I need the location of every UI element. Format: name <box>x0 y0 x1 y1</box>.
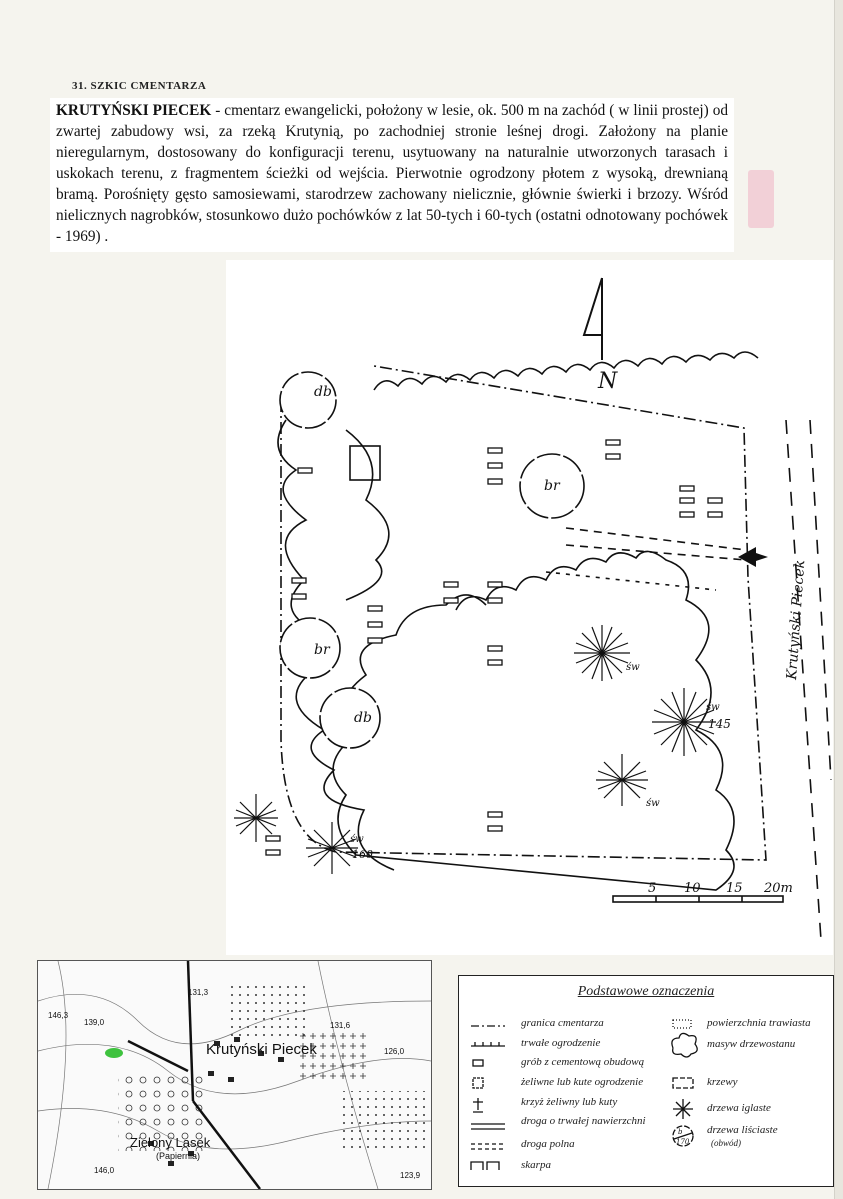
birch-label-1: br <box>544 478 560 494</box>
legend-item-stand: masyw drzewostanu <box>707 1038 796 1050</box>
north-label: N <box>598 369 618 394</box>
plan-drawing <box>226 260 833 955</box>
conifer-label-1: św <box>626 662 640 673</box>
conifer-1 <box>574 625 630 681</box>
legend-shrubs-symbol <box>673 1078 693 1088</box>
legend-symbols <box>459 976 835 1188</box>
legend-item-boundary: granica cmentarza <box>521 1017 604 1029</box>
legend-item-paved-road: droga o trwałej nawierzchni <box>521 1115 646 1127</box>
legend-tree-symbol-top: b <box>678 1128 683 1136</box>
map-drawing <box>38 961 431 1189</box>
conifer-label-3: św <box>646 798 660 809</box>
conifer-5 <box>306 822 358 874</box>
tree-mass-top <box>374 352 758 390</box>
description-body: - cmentarz ewangelicki, położony w lesie, ok. 500 m na zachód ( w linii prostej) od zwartej zabudowy wsi, za rzeką Krutynią, po zachodniej stronie leśnej drogi. Założony na planie nieregularnym, dostosowany do konfiguracji terenu, usytuowany na naturalnie utworzonych tarasach i uskokach terenu, z fragmentem ścieżki od wejścia. Pierwotnie ogrodzony płotem z wysoką, drewnianą bramą. Porośnięty gęsto samosiewami, starodrzew zachowany nielicznie, głównie świerki i brzozy. Wśród nielicznych nagrobków, stosunkowo dużo pochówków z lat 50-tych i 60-tych (ostatni odnotowany pochówek - 1969) . <box>56 102 728 245</box>
map-place-second-sub: (Papiernia) <box>156 1151 201 1161</box>
map-elevation: 123,9 <box>400 1171 421 1180</box>
legend-iron-fence-symbol <box>473 1078 483 1088</box>
map-place-main: Krutyński Piecek <box>206 1041 317 1058</box>
legend-item-shrubs: krzewy <box>707 1076 738 1088</box>
conifer-label-4: św <box>350 834 364 845</box>
legend-fence-symbol <box>471 1042 505 1046</box>
legend-paved-road-symbol <box>471 1124 505 1129</box>
section-heading: 31. SZKIC CMENTARZA <box>72 80 207 92</box>
legend-tree-symbol-bottom: 170 <box>676 1138 690 1146</box>
map-elevation: 146,0 <box>94 1166 115 1175</box>
scale-label-5: 5 <box>648 881 657 896</box>
cemetery-plan <box>226 260 833 955</box>
tree-mass-left-inner <box>346 430 389 600</box>
legend-item-dirt-road: droga polna <box>521 1138 575 1150</box>
road-label: Krutyński Piecek <box>784 559 809 681</box>
legend-item-deciduous: drzewa liściaste <box>707 1124 778 1136</box>
legend-grass-symbol <box>673 1020 691 1028</box>
legend-title: Podstawowe oznaczenia <box>577 984 715 999</box>
topographic-map <box>37 960 432 1190</box>
entrance-path-1 <box>566 528 746 550</box>
legend-conifer-symbol <box>673 1099 693 1119</box>
cemetery-location-marker <box>105 1048 123 1058</box>
cemetery-name: KRUTYŃSKI PIECEK <box>56 102 212 119</box>
legend-item-conifers: drzewa iglaste <box>707 1102 771 1114</box>
conifer-size-2: 145 <box>708 717 731 731</box>
legend-item-cross: krzyż żeliwny lub kuty <box>521 1096 618 1108</box>
tree-mass-centre <box>333 551 734 890</box>
conifer-4 <box>234 794 278 842</box>
legend-item-grass: powierzchnia trawiasta <box>707 1017 811 1029</box>
oak-tree-1 <box>280 372 336 428</box>
conifer-label-2: św <box>706 702 720 713</box>
iron-fence-square <box>350 446 380 480</box>
conifer-2 <box>652 688 716 756</box>
scale-label-15: 15 <box>726 881 743 896</box>
map-elevation: 139,0 <box>84 1018 105 1027</box>
legend-item-fence: trwałe ogrodzenie <box>521 1037 601 1049</box>
legend-item-slope: skarpa <box>521 1159 551 1171</box>
map-elevation: 126,0 <box>384 1047 405 1056</box>
legend-item-grave: grób z cementową obudową <box>521 1056 645 1068</box>
road-edge-2 <box>810 420 831 780</box>
map-place-second: Zielony Lasek <box>130 1135 211 1150</box>
north-arrow-head <box>584 278 602 335</box>
birch-tree-2 <box>280 618 340 678</box>
cemetery-boundary <box>281 366 766 860</box>
legend-slope-symbol <box>471 1162 499 1170</box>
legend-item-girth: (obwód) <box>711 1138 741 1148</box>
conifer-size-4: 160 <box>352 848 373 861</box>
legend <box>458 975 834 1187</box>
description-text <box>56 100 728 247</box>
slope-line <box>546 572 716 590</box>
oak-label-1: db <box>314 384 332 400</box>
scale-label-10: 10 <box>684 881 701 896</box>
scale-bar <box>613 896 783 902</box>
map-elevation: 131,6 <box>330 1021 351 1030</box>
map-elevation: 131,3 <box>188 988 209 997</box>
oak-label-2: db <box>354 710 372 726</box>
legend-dirt-road-symbol <box>471 1144 505 1149</box>
legend-grave-symbol <box>473 1060 483 1066</box>
birch-label-2: br <box>314 642 330 658</box>
map-elevation: 146,3 <box>48 1011 69 1020</box>
pink-stamp-mark <box>748 170 774 228</box>
page-edge <box>834 0 843 1199</box>
conifer-3 <box>596 754 648 806</box>
scale-label-20: 20m <box>764 881 793 896</box>
description-box <box>50 98 734 252</box>
legend-item-iron-fence: żeliwne lub kute ogrodzenie <box>521 1076 644 1088</box>
entrance-arrow <box>738 547 768 567</box>
legend-stand-symbol <box>672 1033 697 1057</box>
legend-cross-symbol <box>473 1098 483 1112</box>
